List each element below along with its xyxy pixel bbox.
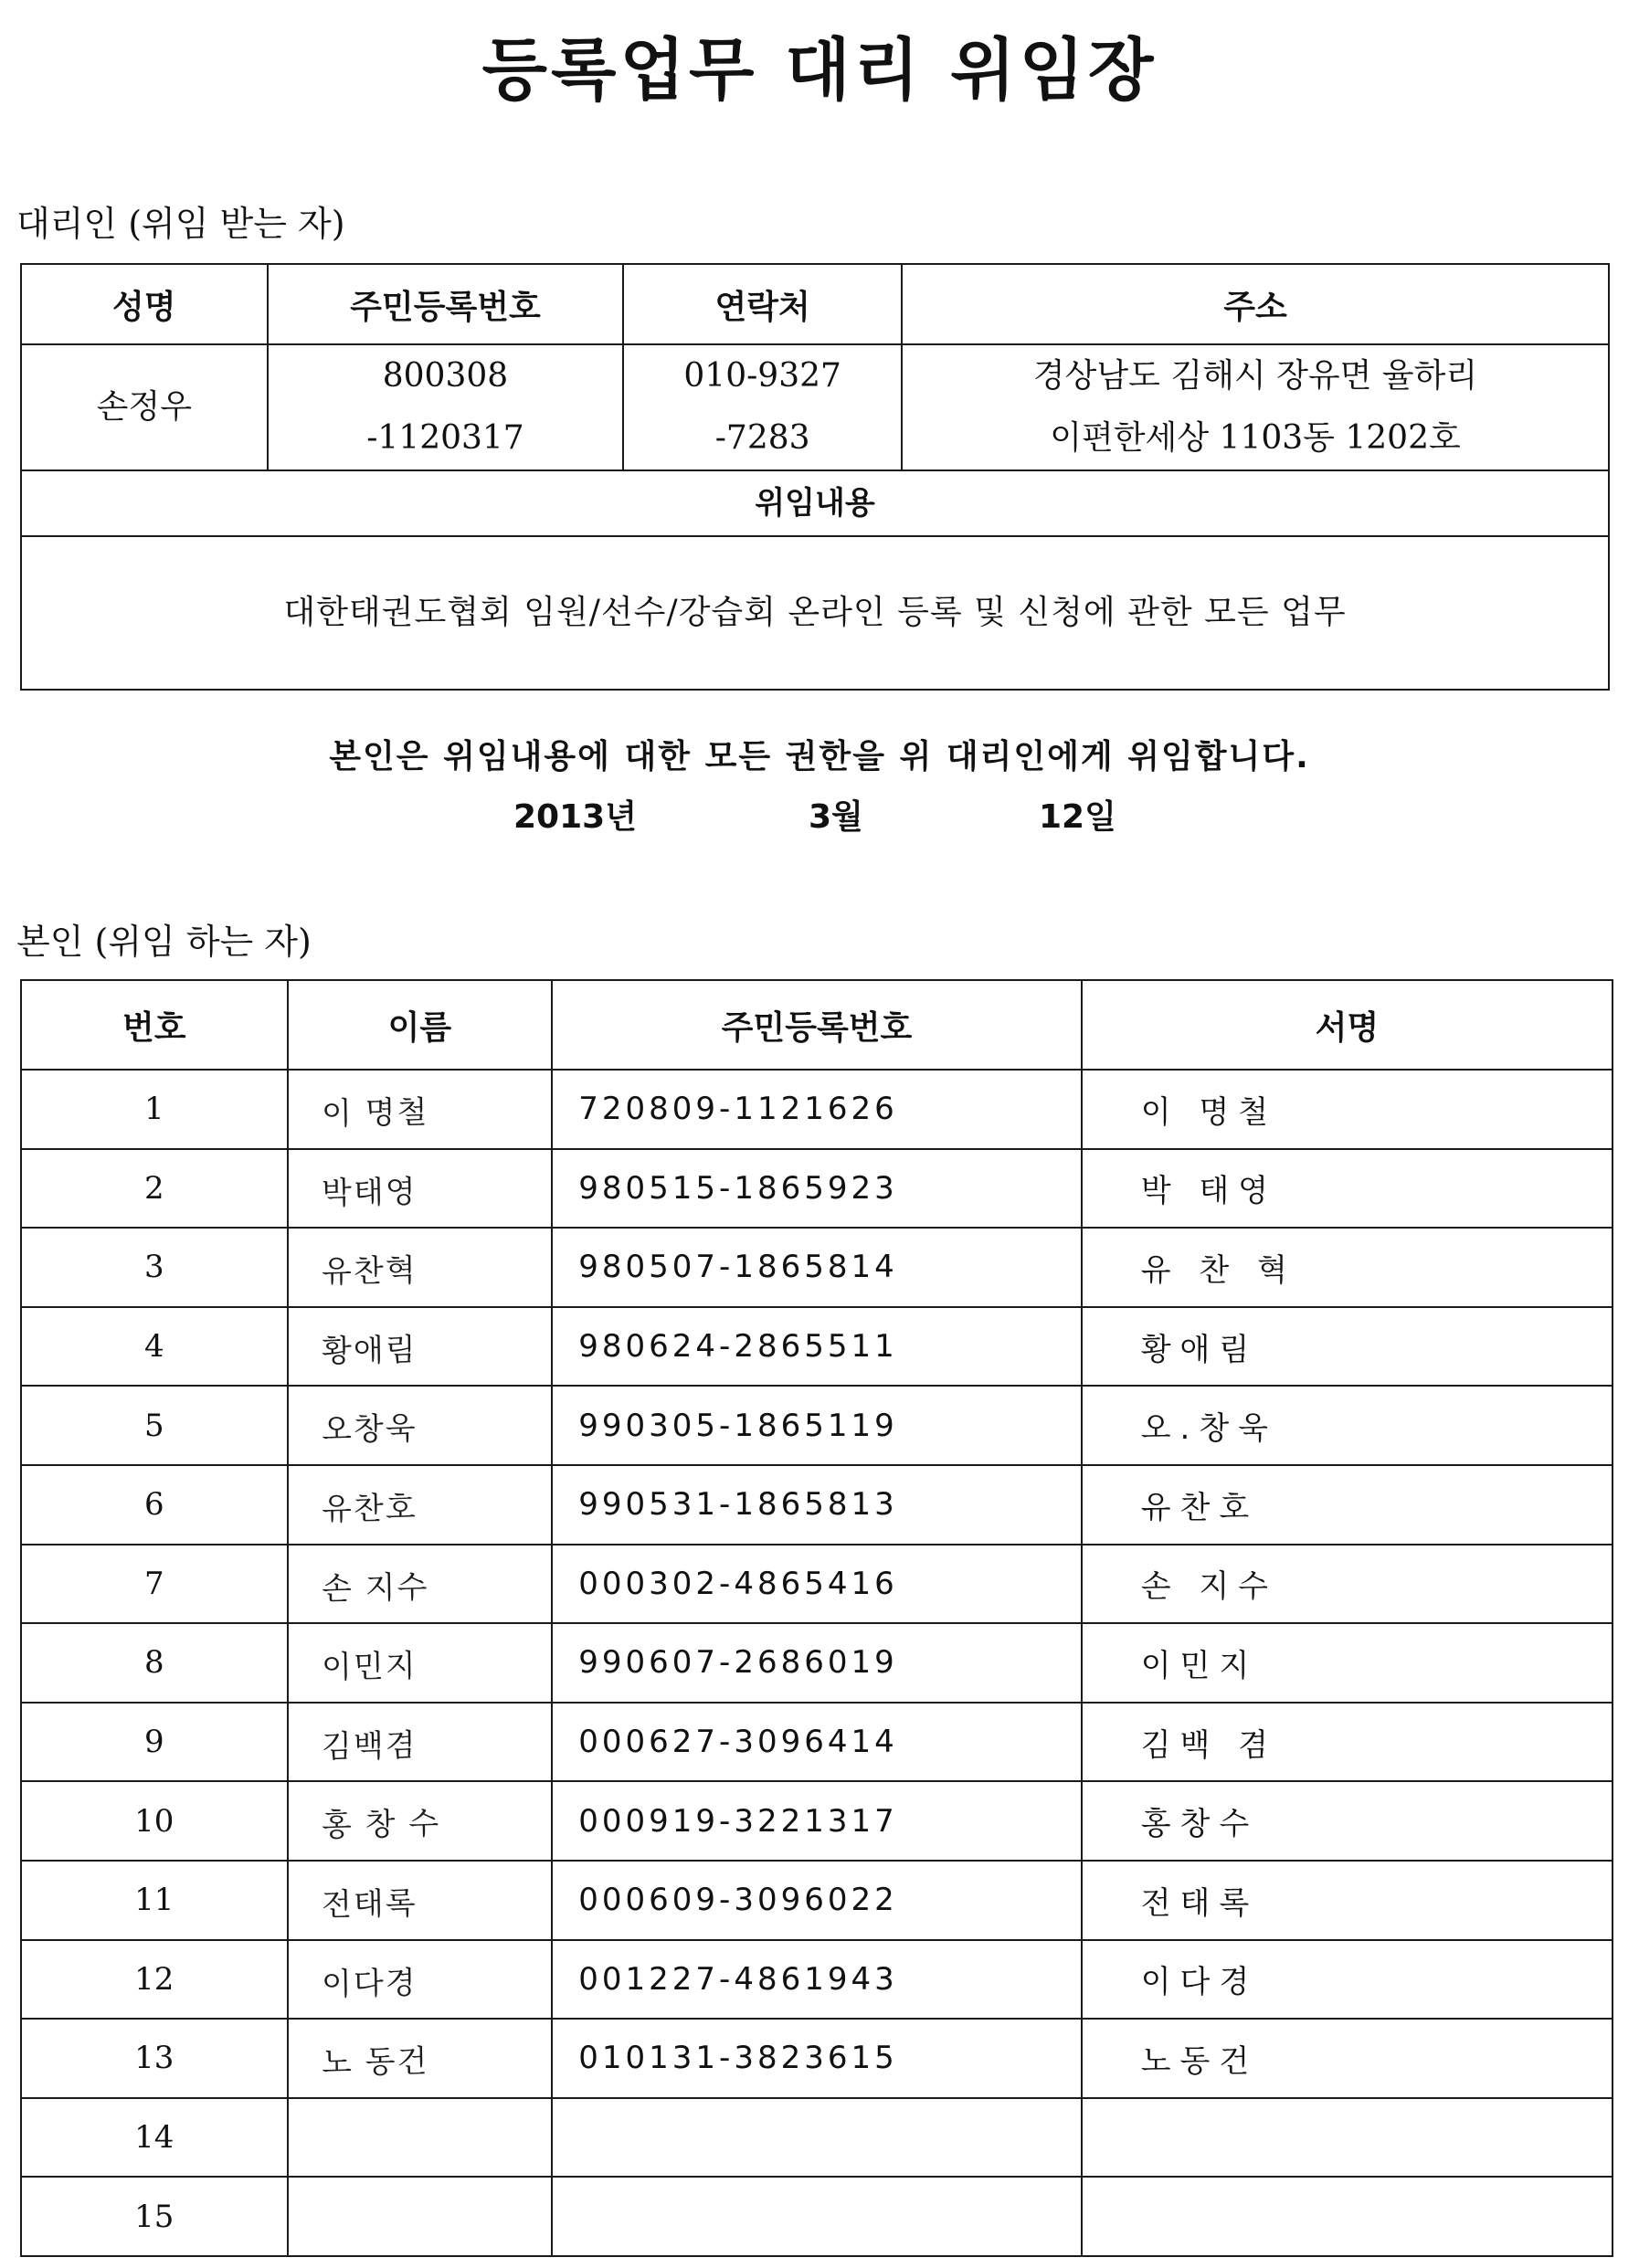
table-row: [21, 1307, 1613, 1387]
agent-data-row: [21, 344, 1609, 470]
header-resident-number: 주민등록번호: [552, 980, 1081, 1070]
header-name: 이름: [288, 980, 553, 1070]
agent-resident-number: [268, 344, 624, 470]
row-name: 황애림: [287, 1304, 553, 1388]
row-name: 박태영: [287, 1146, 553, 1230]
agent-name: 손정우: [21, 344, 268, 470]
table-row: [21, 1861, 1613, 1940]
table-row: [21, 2019, 1613, 2098]
row-signature: 노동건: [1082, 2019, 1613, 2098]
row-number: 13: [21, 2019, 288, 2098]
row-signature: [1082, 2098, 1613, 2178]
row-number: 12: [21, 1940, 288, 2020]
row-name: 김백겸: [287, 1700, 553, 1784]
agent-phone-line1: 010-9327: [683, 357, 841, 395]
row-name: 손 지수: [287, 1542, 553, 1626]
row-number: 9: [21, 1703, 288, 1782]
row-number: 1: [21, 1070, 288, 1149]
row-number: 4: [21, 1307, 288, 1387]
agent-phone-line2: -7283: [714, 419, 810, 457]
row-name: 이 명철: [287, 1067, 553, 1151]
table-row: [21, 1070, 1613, 1149]
row-signature: 이다경: [1082, 1940, 1613, 2020]
content-row: [21, 536, 1609, 690]
row-signature: 황애림: [1082, 1307, 1613, 1387]
row-resident-number: [552, 2098, 1081, 2178]
row-resident-number: 000609-3096022: [552, 1861, 1081, 1940]
header-address: 주소: [902, 264, 1609, 344]
row-name: 오창욱: [287, 1384, 553, 1468]
header-signature: 서명: [1082, 980, 1613, 1070]
row-signature: 오.창욱: [1082, 1386, 1613, 1465]
table-row: [21, 1465, 1613, 1545]
row-resident-number: 010131-3823615: [552, 2019, 1081, 2098]
row-resident-number: 720809-1121626: [552, 1070, 1081, 1149]
date-year: 2013년: [513, 798, 637, 836]
row-number: 6: [21, 1465, 288, 1545]
principal-header-row: [21, 980, 1613, 1070]
header-contact: 연락처: [623, 264, 902, 344]
table-row: [21, 1703, 1613, 1782]
agent-section-label: 대리인 (위임 받는 자): [16, 204, 345, 244]
header-resident-number: 주민등록번호: [268, 264, 624, 344]
agent-table: [20, 263, 1610, 691]
table-row: [21, 1940, 1613, 2020]
row-name: 노 동건: [287, 2017, 553, 2101]
row-number: 2: [21, 1149, 288, 1229]
row-resident-number: 980515-1865923: [552, 1149, 1081, 1229]
table-row: [21, 1781, 1613, 1861]
agent-id-line2: -1120317: [366, 419, 524, 457]
table-row: [21, 1386, 1613, 1465]
row-signature: 이민지: [1082, 1623, 1613, 1703]
agent-address-line2: 이편한세상 1103동 1202호: [1050, 419, 1461, 457]
row-name: 유찬혁: [287, 1226, 553, 1310]
row-number: 7: [21, 1545, 288, 1624]
row-signature: 유찬호: [1082, 1465, 1613, 1545]
row-resident-number: 000919-3221317: [552, 1781, 1081, 1861]
table-row: [21, 2177, 1613, 2256]
table-row: [21, 1228, 1613, 1307]
row-name: [287, 2095, 553, 2179]
row-name: 이다경: [287, 1937, 553, 2021]
agent-contact: [623, 344, 902, 470]
header-name: 성명: [21, 264, 268, 344]
delegation-statement: 본인은 위임내용에 대한 모든 권한을 위 대리인에게 위임합니다.: [329, 738, 1310, 775]
header-number: 번호: [21, 980, 288, 1070]
table-row: [21, 1149, 1613, 1229]
row-signature: 이 명철: [1082, 1070, 1613, 1149]
row-name: 유찬호: [287, 1462, 553, 1546]
row-resident-number: 000302-4865416: [552, 1545, 1081, 1624]
row-resident-number: 980624-2865511: [552, 1307, 1081, 1387]
table-row: [21, 1545, 1613, 1624]
row-number: 3: [21, 1228, 288, 1307]
table-row: [21, 2098, 1613, 2178]
row-number: 10: [21, 1781, 288, 1861]
row-resident-number: 980507-1865814: [552, 1228, 1081, 1307]
principal-table: [20, 979, 1613, 2257]
principal-section-label: 본인 (위임 하는 자): [16, 922, 312, 962]
date-day: 12일: [1039, 798, 1116, 836]
row-name: [287, 2175, 553, 2259]
row-number: 14: [21, 2098, 288, 2178]
row-resident-number: 001227-4861943: [552, 1940, 1081, 2020]
row-resident-number: 990305-1865119: [552, 1386, 1081, 1465]
date-month: 3월: [809, 798, 863, 836]
agent-address: [902, 344, 1609, 470]
content-header: 위임내용: [21, 470, 1609, 536]
row-number: 5: [21, 1386, 288, 1465]
row-signature: 손 지수: [1082, 1545, 1613, 1624]
row-number: 15: [21, 2177, 288, 2256]
row-name: 이민지: [287, 1621, 553, 1705]
row-signature: 유 찬 혁: [1082, 1228, 1613, 1307]
delegation-content: 대한태권도협회 임원/선수/강습회 온라인 등록 및 신청에 관한 모든 업무: [21, 536, 1609, 690]
row-resident-number: 990607-2686019: [552, 1623, 1081, 1703]
row-signature: [1082, 2177, 1613, 2256]
agent-header-row: [21, 264, 1609, 344]
row-resident-number: [552, 2177, 1081, 2256]
table-row: [21, 1623, 1613, 1703]
row-signature: 박 태영: [1082, 1149, 1613, 1229]
row-signature: 홍창수: [1082, 1781, 1613, 1861]
content-header-row: [21, 470, 1609, 536]
row-name: 홍 창 수: [287, 1779, 553, 1863]
agent-id-line1: 800308: [382, 357, 509, 395]
row-number: 11: [21, 1861, 288, 1940]
row-signature: 전태록: [1082, 1861, 1613, 1940]
row-signature: 김백 겸: [1082, 1703, 1613, 1782]
row-name: 전태록: [287, 1858, 553, 1942]
agent-address-line1: 경상남도 김해시 장유면 율하리: [1032, 357, 1478, 395]
document-title: 등록업무 대리 위임장: [481, 31, 1158, 110]
row-resident-number: 990531-1865813: [552, 1465, 1081, 1545]
row-number: 8: [21, 1623, 288, 1703]
row-resident-number: 000627-3096414: [552, 1703, 1081, 1782]
